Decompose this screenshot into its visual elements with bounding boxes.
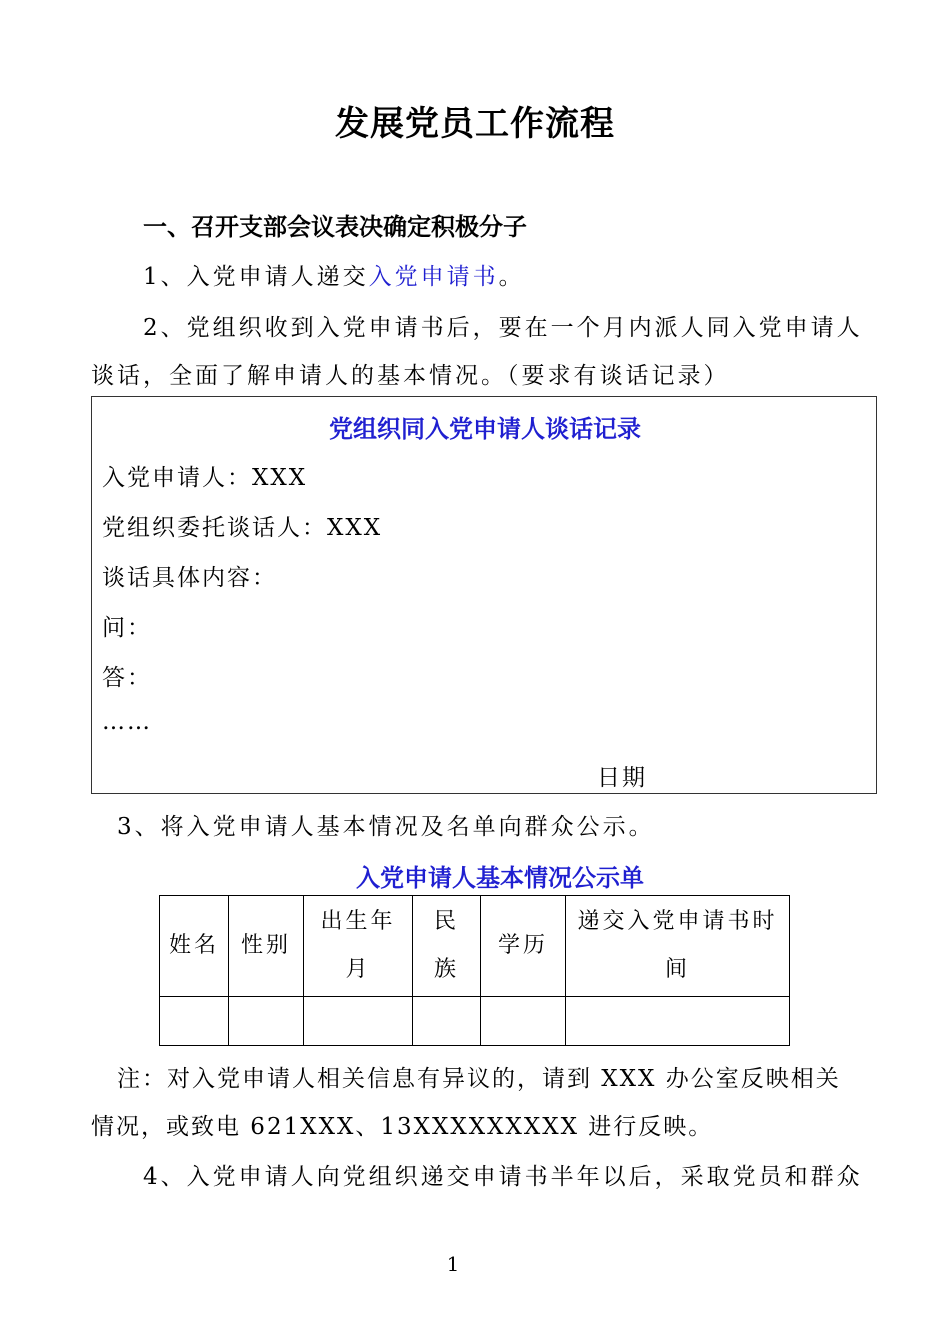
step-1-suffix: 。 bbox=[498, 264, 525, 290]
answer-label: 答： bbox=[102, 665, 152, 691]
note-line-1: 注：对入党申请人相关信息有异议的，请到 XXX 办公室反映相关 bbox=[117, 1066, 841, 1092]
table-row bbox=[160, 997, 790, 1046]
table-header-row bbox=[160, 896, 790, 997]
table-cell bbox=[566, 997, 790, 1046]
header-ethnicity: 民 族 bbox=[413, 896, 481, 997]
date-label: 日期 bbox=[597, 765, 647, 791]
applicant-field: 入党申请人：XXX bbox=[102, 465, 308, 491]
header-education: 学历 bbox=[481, 896, 566, 997]
header-name: 姓名 bbox=[160, 896, 229, 997]
section-heading: 一、召开支部会议表决确定积极分子 bbox=[143, 213, 527, 241]
step-4: 4、入党申请人向党组织递交申请书半年以后，采取党员和群众 bbox=[143, 1164, 863, 1190]
note-line-2: 情况，或致电 621XXX、13XXXXXXXXX 进行反映。 bbox=[91, 1114, 714, 1140]
step-1-prefix: 1、入党申请人递交 bbox=[143, 264, 369, 290]
table-cell bbox=[160, 997, 229, 1046]
header-gender: 性别 bbox=[229, 896, 304, 997]
publicity-table bbox=[159, 895, 790, 1046]
table-cell bbox=[481, 997, 566, 1046]
content-label: 谈话具体内容： bbox=[102, 565, 277, 591]
application-link[interactable]: 入党申请书 bbox=[368, 264, 499, 290]
step-3: 3、将入党申请人基本情况及名单向群众公示。 bbox=[117, 814, 655, 840]
table-cell bbox=[304, 997, 413, 1046]
table-cell bbox=[413, 997, 481, 1046]
header-submit-time: 递交入党申请书时 间 bbox=[566, 896, 790, 997]
question-label: 问： bbox=[102, 615, 152, 641]
interview-record-title: 党组织同入党申请人谈话记录 bbox=[329, 415, 641, 443]
step-1 bbox=[143, 258, 525, 291]
ellipsis: …… bbox=[102, 709, 152, 735]
step-2-line-1: 2、党组织收到入党申请书后，要在一个月内派人同入党申请人 bbox=[143, 315, 863, 341]
header-birth: 出生年 月 bbox=[304, 896, 413, 997]
table-cell bbox=[229, 997, 304, 1046]
document-title: 发展党员工作流程 bbox=[335, 104, 615, 144]
step-2-line-2: 谈话，全面了解申请人的基本情况。（要求有谈话记录） bbox=[91, 363, 730, 389]
publicity-table-title: 入党申请人基本情况公示单 bbox=[356, 864, 644, 892]
interview-record-box bbox=[91, 396, 877, 794]
interviewer-field: 党组织委托谈话人：XXX bbox=[102, 515, 383, 541]
page-number: 1 bbox=[446, 1252, 460, 1276]
